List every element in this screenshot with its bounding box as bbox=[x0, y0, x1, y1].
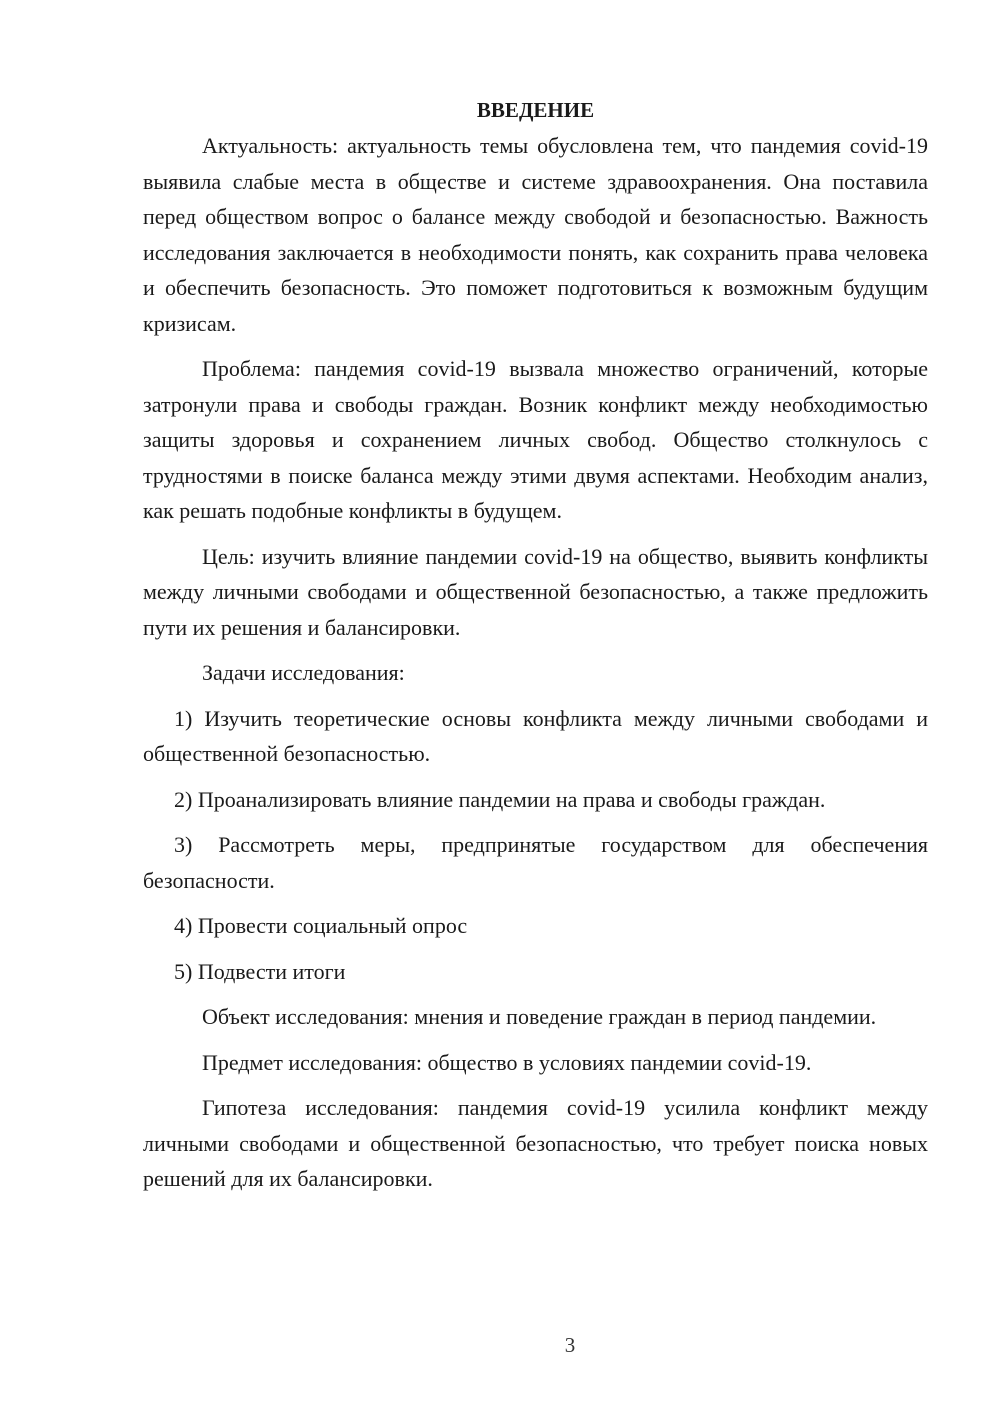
list-item-task-5: 5) Подвести итоги bbox=[174, 958, 346, 984]
paragraph-goal: Цель: изучить влияние пандемии covid-19 на общество, выявить конфликты между личными свободами и общественной безопасностью, а также предложить пути их решения и балансировки. bbox=[143, 543, 928, 640]
page-title: ВВЕДЕНИЕ bbox=[476, 98, 595, 122]
paragraph-hypothesis: Гипотеза исследования: пандемия covid-19 усилила конфликт между личными свободами и общественной безопасностью, что требует поиска новых решений для их балансировки. bbox=[143, 1095, 928, 1191]
paragraph-subject: Предмет исследования: общество в условиях пандемии covid-19. bbox=[202, 1049, 812, 1075]
list-item-task-3: 3) Рассмотреть меры, предпринятые государством для обеспечения безопасности. bbox=[143, 832, 928, 893]
paragraph-problem: Проблема: пандемия covid-19 вызвала множество ограничений, которые затронули права и свободы граждан. Возник конфликт между необходимостью защиты здоровья и сохранением личных свобод. Общество столкнулось с трудностями в поиске баланса между этими двумя аспектами. Необходим анализ, как решать подобные конфликты в будущем. bbox=[143, 356, 928, 523]
tasks-heading: Задачи исследования: bbox=[202, 660, 405, 685]
document-body bbox=[143, 96, 928, 1207]
paragraph-relevance: Актуальность: актуальность темы обусловлена тем, что пандемия covid-19 выявила слабые места в обществе и системе здравоохранения. Она поставила перед обществом вопрос о балансе между свободой и безопасностью. Важность исследования заключается в необходимости понять, как сохранить права человека и обеспечить безопасность. Это поможет подготовиться к возможным будущим кризисам. bbox=[143, 133, 928, 336]
list-item-task-2: 2) Проанализировать влияние пандемии на права и свободы граждан. bbox=[174, 786, 826, 812]
list-item-task-1: 1) Изучить теоретические основы конфликта между личными свободами и общественной безопасностью. bbox=[143, 705, 928, 766]
list-item-task-4: 4) Провести социальный опрос bbox=[174, 913, 468, 938]
paragraph-object: Объект исследования: мнения и поведение граждан в период пандемии. bbox=[202, 1004, 877, 1029]
page-number: 3 bbox=[564, 1333, 576, 1357]
